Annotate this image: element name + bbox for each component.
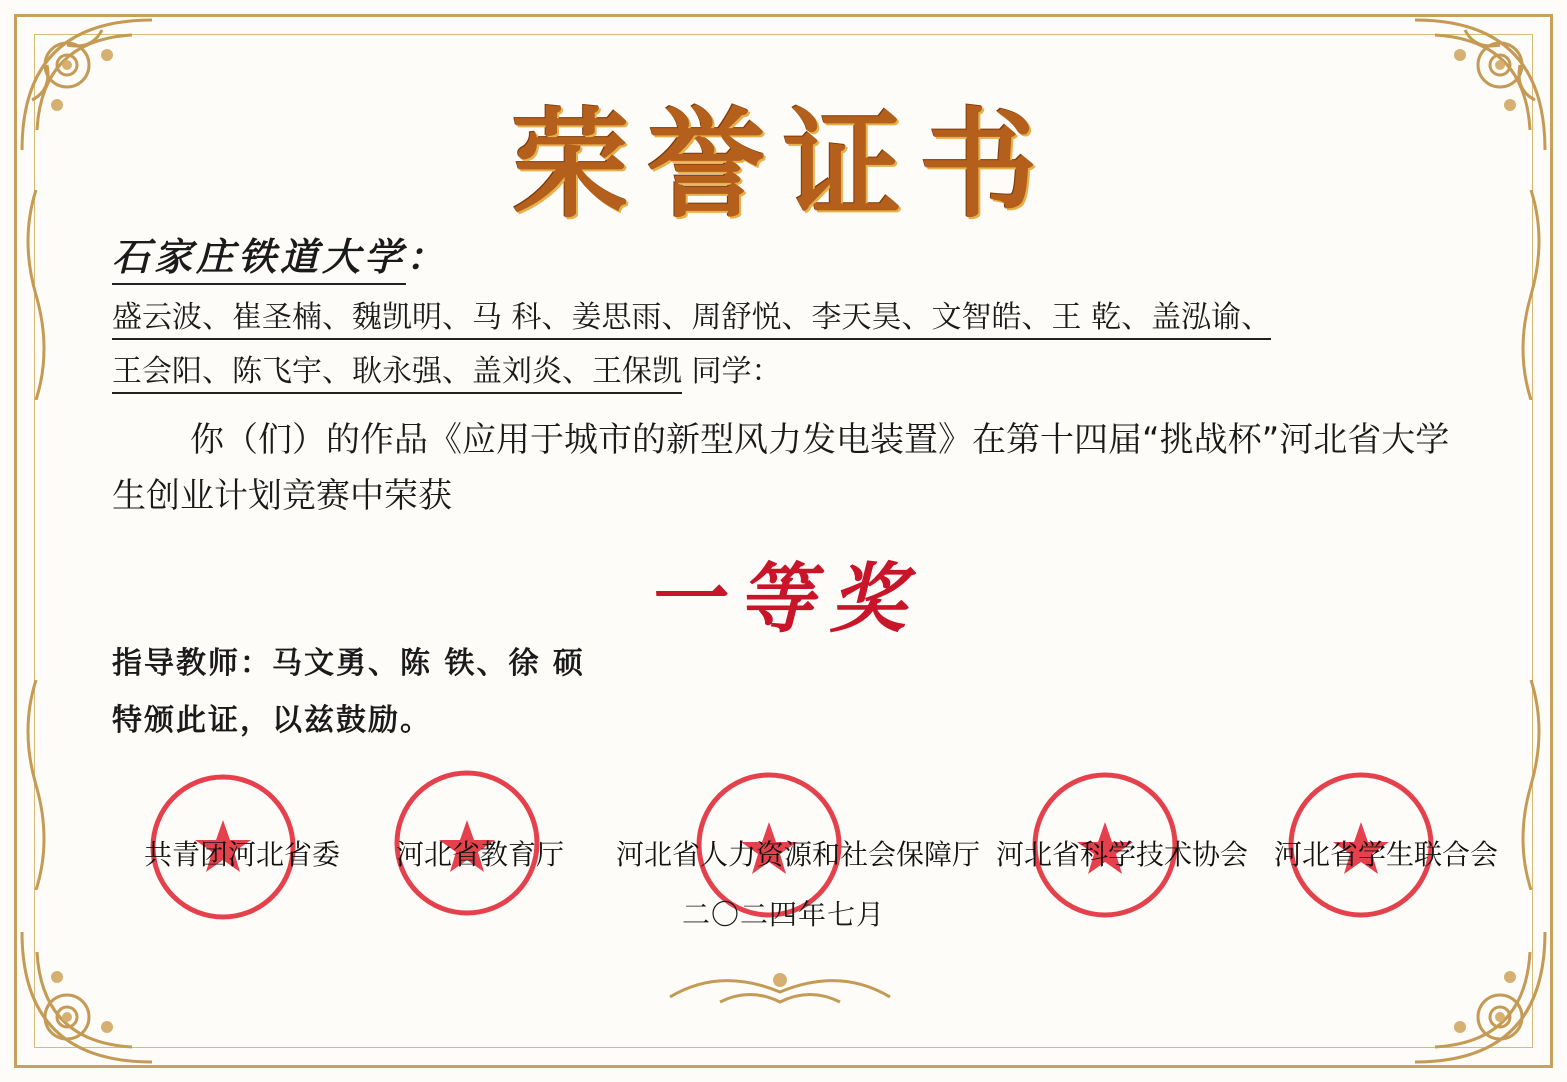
- award-level: 一等奖: [645, 554, 922, 643]
- issuer-name: 河北省科学技术协会: [996, 838, 1249, 871]
- certificate-body: 你（们）的作品《应用于城市的新型风力发电装置》在第十四届“挑战杯”河北省大学生创业计划竞赛中荣获: [112, 420, 1450, 516]
- side-ornament-icon: [1513, 680, 1549, 890]
- students-names-2: 王会阳、陈飞宇、耿永强、盖刘炎、王保凯: [112, 354, 682, 394]
- issuer-name: 河北省教育厅: [396, 838, 565, 871]
- students-line-1: [112, 300, 1271, 340]
- side-ornament-icon: [18, 680, 54, 890]
- certificate-title: 荣誉证书: [511, 95, 1056, 234]
- closing-statement: 特颁此证，以兹鼓励。: [112, 703, 432, 738]
- students-line-2: [112, 354, 782, 394]
- recipient-colon: ：: [406, 234, 449, 279]
- students-suffix: 同学：: [682, 354, 782, 389]
- recipient-school: [112, 226, 448, 285]
- issuer-name: 河北省人力资源和社会保障厅: [616, 838, 981, 871]
- issue-date: 二〇二四年七月: [681, 898, 885, 931]
- issuer-name: 河北省学生联合会: [1274, 838, 1499, 871]
- recipient-school-name: 石家庄铁道大学: [112, 226, 406, 285]
- students-names-1: 盛云波、崔圣楠、魏凯明、马 科、姜思雨、周舒悦、李天昊、文智皓、王 乾、盖泓谕、: [112, 300, 1271, 340]
- corner-ornament-icon: [12, 922, 162, 1072]
- bottom-flourish-icon: [660, 962, 900, 1012]
- issuer-name: 共青团河北省委: [144, 838, 341, 871]
- corner-ornament-icon: [1405, 922, 1555, 1072]
- advising-teachers: 指导教师：马文勇、陈 铁、徐 硕: [112, 646, 585, 681]
